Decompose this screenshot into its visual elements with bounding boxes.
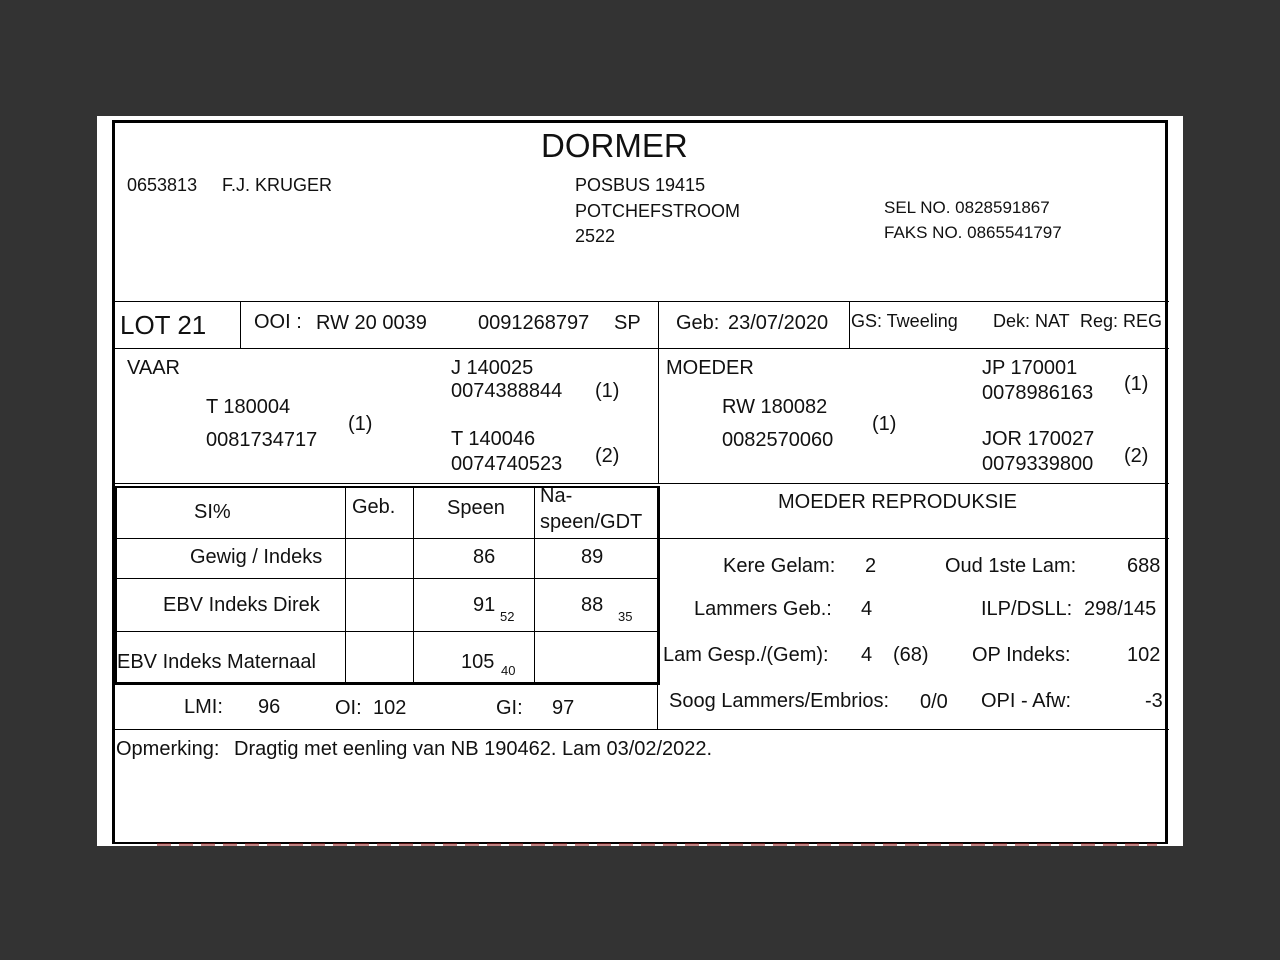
- dam-sire-number: 0078986163: [982, 382, 1094, 404]
- divider: [115, 486, 658, 488]
- divider: [534, 486, 535, 683]
- naspeen-accuracy: 35: [618, 609, 633, 624]
- oud-label: Oud 1ste Lam:: [945, 555, 1077, 577]
- opi-label: OPI - Afw:: [981, 690, 1072, 712]
- sire-sire-id: J 140025: [451, 357, 534, 379]
- sire-dam-mark: (2): [595, 445, 620, 467]
- gesp-value: 4: [861, 644, 873, 666]
- ooi-label: OOI :: [254, 311, 302, 333]
- naspeen-value: 88: [581, 594, 604, 616]
- fax-number: FAKS NO. 0865541797: [884, 223, 1062, 242]
- divider: [240, 301, 241, 348]
- address-line-3: 2522: [575, 226, 616, 246]
- oi-value: 102: [373, 697, 407, 719]
- dam-dam-id: JOR 170027: [982, 428, 1095, 450]
- divider: [115, 483, 1169, 484]
- oud-value: 688: [1127, 555, 1161, 577]
- divider: [413, 486, 414, 683]
- soog-label: Soog Lammers/Embrios:: [669, 690, 890, 712]
- lmi-value: 96: [258, 696, 281, 718]
- divider: [657, 682, 658, 729]
- speen-value: 105: [461, 651, 495, 673]
- phone-number: SEL NO. 0828591867: [884, 198, 1050, 217]
- speen-accuracy: 40: [501, 663, 516, 678]
- oi-label: OI:: [335, 697, 362, 719]
- remark-label: Opmerking:: [116, 738, 220, 760]
- speen-value: 91: [473, 594, 496, 616]
- sire-sire-mark: (1): [595, 380, 620, 402]
- dam-number: 0082570060: [722, 429, 834, 451]
- opi-value: -3: [1145, 690, 1163, 712]
- op-value: 102: [1127, 644, 1161, 666]
- reg-value: Reg: REG: [1080, 311, 1163, 331]
- divider: [115, 538, 660, 539]
- si-header: SI%: [194, 501, 231, 523]
- naspeen-header-line-2: speen/GDT: [540, 511, 643, 533]
- divider: [658, 301, 659, 484]
- speen-accuracy: 52: [500, 609, 515, 624]
- divider: [115, 631, 660, 632]
- divider: [115, 301, 1169, 302]
- dam-dam-mark: (2): [1124, 445, 1149, 467]
- sire-dam-id: T 140046: [451, 428, 536, 450]
- geb-header: Geb.: [352, 496, 396, 518]
- sire-heading: VAAR: [127, 357, 180, 379]
- owner-name: F.J. KRUGER: [222, 175, 333, 195]
- naspeen-value: 89: [581, 546, 604, 568]
- lmi-label: LMI:: [184, 696, 223, 718]
- birth-date: 23/07/2020: [728, 312, 829, 334]
- naspeen-header-line-1: Na-: [540, 485, 573, 507]
- soog-value: 0/0: [920, 691, 948, 713]
- address-line-2: POTCHEFSTROOM: [575, 201, 740, 221]
- kere-value: 2: [865, 555, 877, 577]
- op-label: OP Indeks:: [972, 644, 1071, 666]
- gs-value: GS: Tweeling: [851, 311, 958, 331]
- divider: [115, 682, 660, 685]
- sire-sire-number: 0074388844: [451, 380, 563, 402]
- sire-mark: (1): [348, 413, 373, 435]
- divider: [849, 301, 850, 348]
- lammers-value: 4: [861, 598, 873, 620]
- row-label-gewig: Gewig / Indeks: [190, 546, 323, 568]
- lot-number: LOT 21: [120, 310, 207, 340]
- remark-text: Dragtig met eenling van NB 190462. Lam 03/02/2022.: [234, 738, 713, 760]
- ooi-id: RW 20 0039: [316, 312, 427, 334]
- divider: [657, 486, 660, 684]
- row-label-ebv-maternaal: EBV Indeks Maternaal: [117, 651, 316, 673]
- sire-dam-number: 0074740523: [451, 453, 563, 475]
- ilp-label: ILP/DSLL:: [981, 598, 1073, 620]
- address-line-1: POSBUS 19415: [575, 175, 706, 195]
- dam-heading: MOEDER: [666, 357, 754, 379]
- gesp-gem: (68): [893, 644, 929, 666]
- document-page: [97, 116, 1183, 846]
- gi-label: GI:: [496, 697, 523, 719]
- gi-value: 97: [552, 697, 575, 719]
- ooi-code: SP: [614, 312, 641, 334]
- speen-value: 86: [473, 546, 496, 568]
- kere-label: Kere Gelam:: [723, 555, 836, 577]
- dam-dam-number: 0079339800: [982, 453, 1094, 475]
- divider: [115, 578, 660, 579]
- dam-id: RW 180082: [722, 396, 828, 418]
- divider: [115, 729, 1169, 730]
- sire-id: T 180004: [206, 396, 291, 418]
- lammers-label: Lammers Geb.:: [694, 598, 832, 620]
- sire-number: 0081734717: [206, 429, 318, 451]
- ooi-number: 0091268797: [478, 312, 590, 334]
- gesp-label: Lam Gesp./(Gem):: [663, 644, 829, 666]
- dam-mark: (1): [872, 413, 897, 435]
- speen-header: Speen: [447, 497, 505, 519]
- divider: [115, 348, 1169, 349]
- owner-code: 0653813: [127, 175, 198, 195]
- divider: [345, 486, 346, 683]
- breed-title: DORMER: [541, 127, 688, 164]
- divider: [660, 538, 1169, 539]
- ilp-value: 298/145: [1084, 598, 1157, 620]
- row-label-ebv-direk: EBV Indeks Direk: [163, 594, 320, 616]
- cropped-footer-text: [157, 843, 1157, 846]
- reproduction-heading: MOEDER REPRODUKSIE: [778, 491, 1017, 513]
- dam-sire-id: JP 170001: [982, 357, 1078, 379]
- dek-value: Dek: NAT: [993, 311, 1070, 331]
- dam-sire-mark: (1): [1124, 373, 1149, 395]
- birth-label: Geb:: [676, 312, 720, 334]
